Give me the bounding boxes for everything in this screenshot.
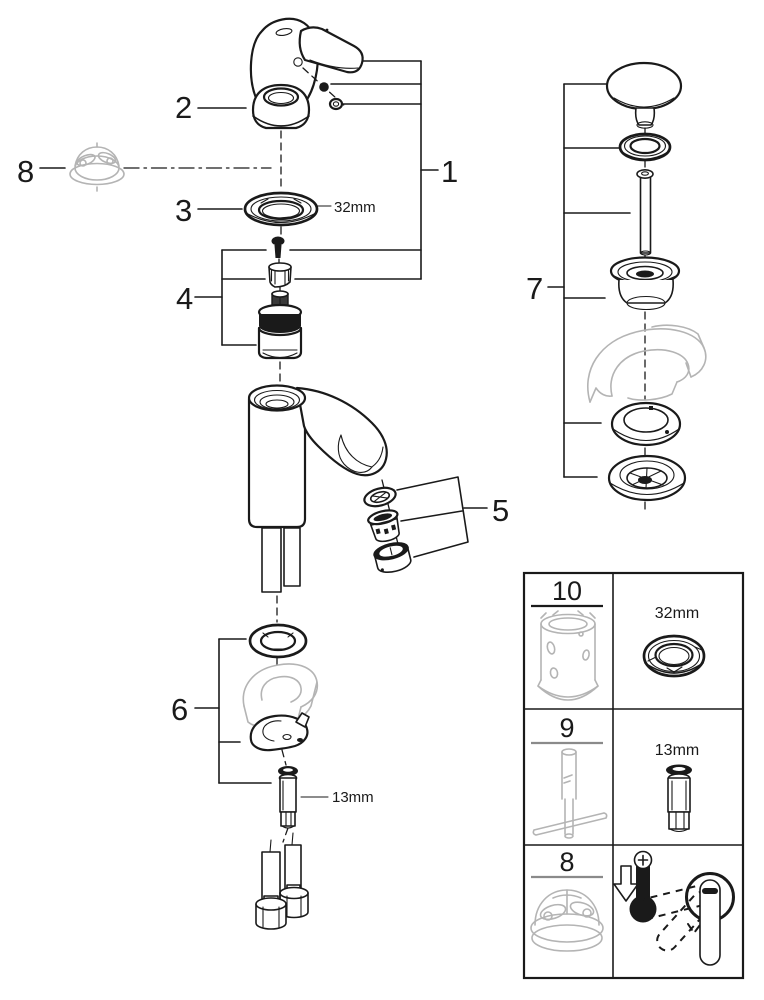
callout-8: 8 (17, 154, 35, 189)
callout-5: 5 (492, 493, 510, 528)
drain-washer (620, 134, 670, 160)
supply-hoses-upper (262, 528, 300, 592)
cartridge-adapter (269, 263, 291, 287)
handle-screw (319, 82, 329, 92)
aerator-insert (367, 508, 403, 544)
bracket-4 (195, 250, 421, 345)
drain-flange-bottom (609, 456, 685, 500)
drain-rod (637, 170, 653, 255)
cartridge (259, 291, 301, 358)
base-oring (250, 625, 306, 657)
drain-plug-cap (607, 63, 681, 128)
ring-32mm-icon (644, 636, 704, 676)
aerator-shell (373, 540, 413, 575)
drain-seal-ring (612, 403, 680, 445)
supply-hoses-loose (256, 833, 308, 929)
bracket-5 (397, 477, 487, 557)
dome-cap (253, 85, 309, 128)
stud-size-label: 13mm (332, 789, 374, 806)
callout-4: 4 (176, 281, 194, 316)
callout-1: 1 (441, 154, 459, 189)
aerator-washer (362, 485, 397, 510)
sink-section-ghost (588, 325, 706, 402)
table-stud-size-label: 13mm (654, 742, 700, 759)
faucet-body (249, 386, 387, 528)
fixing-stud (278, 766, 298, 828)
temperature-limiter-ghost (70, 143, 271, 194)
bracket-6 (195, 639, 271, 783)
ring-size-label: 32mm (334, 199, 376, 216)
hose-nut-left (256, 896, 286, 929)
callout-3: 3 (175, 193, 193, 228)
table-ring-size-label: 32mm (654, 605, 700, 622)
horseshoe-washer (251, 713, 309, 750)
screw-cover (330, 99, 342, 109)
callout-7: 7 (526, 271, 544, 306)
table-number-8: 8 (559, 847, 575, 877)
cartridge-screw (272, 237, 285, 259)
bracket-1 (331, 61, 438, 279)
callout-2: 2 (175, 90, 193, 125)
parts-table (524, 573, 743, 978)
mounting-ring-32mm (245, 193, 317, 225)
callout-6: 6 (171, 692, 189, 727)
table-number-10: 10 (551, 576, 583, 606)
drain-flange-top (611, 258, 679, 310)
table-number-9: 9 (559, 713, 575, 743)
